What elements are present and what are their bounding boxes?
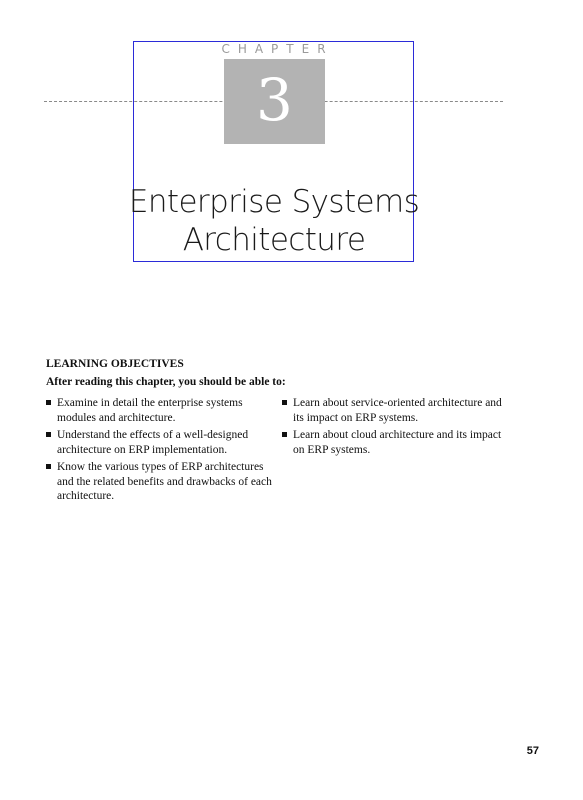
objective-text: Examine in detail the enterprise systems modules and architecture. <box>57 397 243 424</box>
chapter-title <box>126 183 422 259</box>
learning-objectives-intro: After reading this chapter, you should be able to: <box>46 376 286 388</box>
chapter-title-line-1: Enterprise Systems <box>128 184 420 220</box>
chapter-label: CHAPTER <box>221 42 334 56</box>
objective-text: Learn about service-oriented architecture and its impact on ERP systems. <box>293 397 502 424</box>
objective-text: Know the various types of ERP architectures and the related benefits and drawbacks of each architecture. <box>57 461 272 502</box>
objective-item <box>46 460 276 504</box>
page-number: 57 <box>526 745 539 757</box>
chapter-title-line-2: Architecture <box>182 222 366 258</box>
objective-item <box>46 428 276 457</box>
objectives-right-column <box>282 396 512 460</box>
learning-objectives-heading: LEARNING OBJECTIVES <box>46 358 184 370</box>
square-bullet-icon <box>46 400 51 405</box>
objective-item <box>282 396 512 425</box>
square-bullet-icon <box>282 432 287 437</box>
square-bullet-icon <box>46 432 51 437</box>
square-bullet-icon <box>282 400 287 405</box>
objectives-left-column <box>46 396 276 507</box>
chapter-number: 3 <box>256 65 293 134</box>
chapter-number-box <box>224 59 325 144</box>
square-bullet-icon <box>46 464 51 469</box>
objective-item <box>282 428 512 457</box>
objective-text: Learn about cloud architecture and its impact on ERP systems. <box>293 429 502 456</box>
objective-text: Understand the effects of a well-designed architecture on ERP implementation. <box>57 429 249 456</box>
objective-item <box>46 396 276 425</box>
